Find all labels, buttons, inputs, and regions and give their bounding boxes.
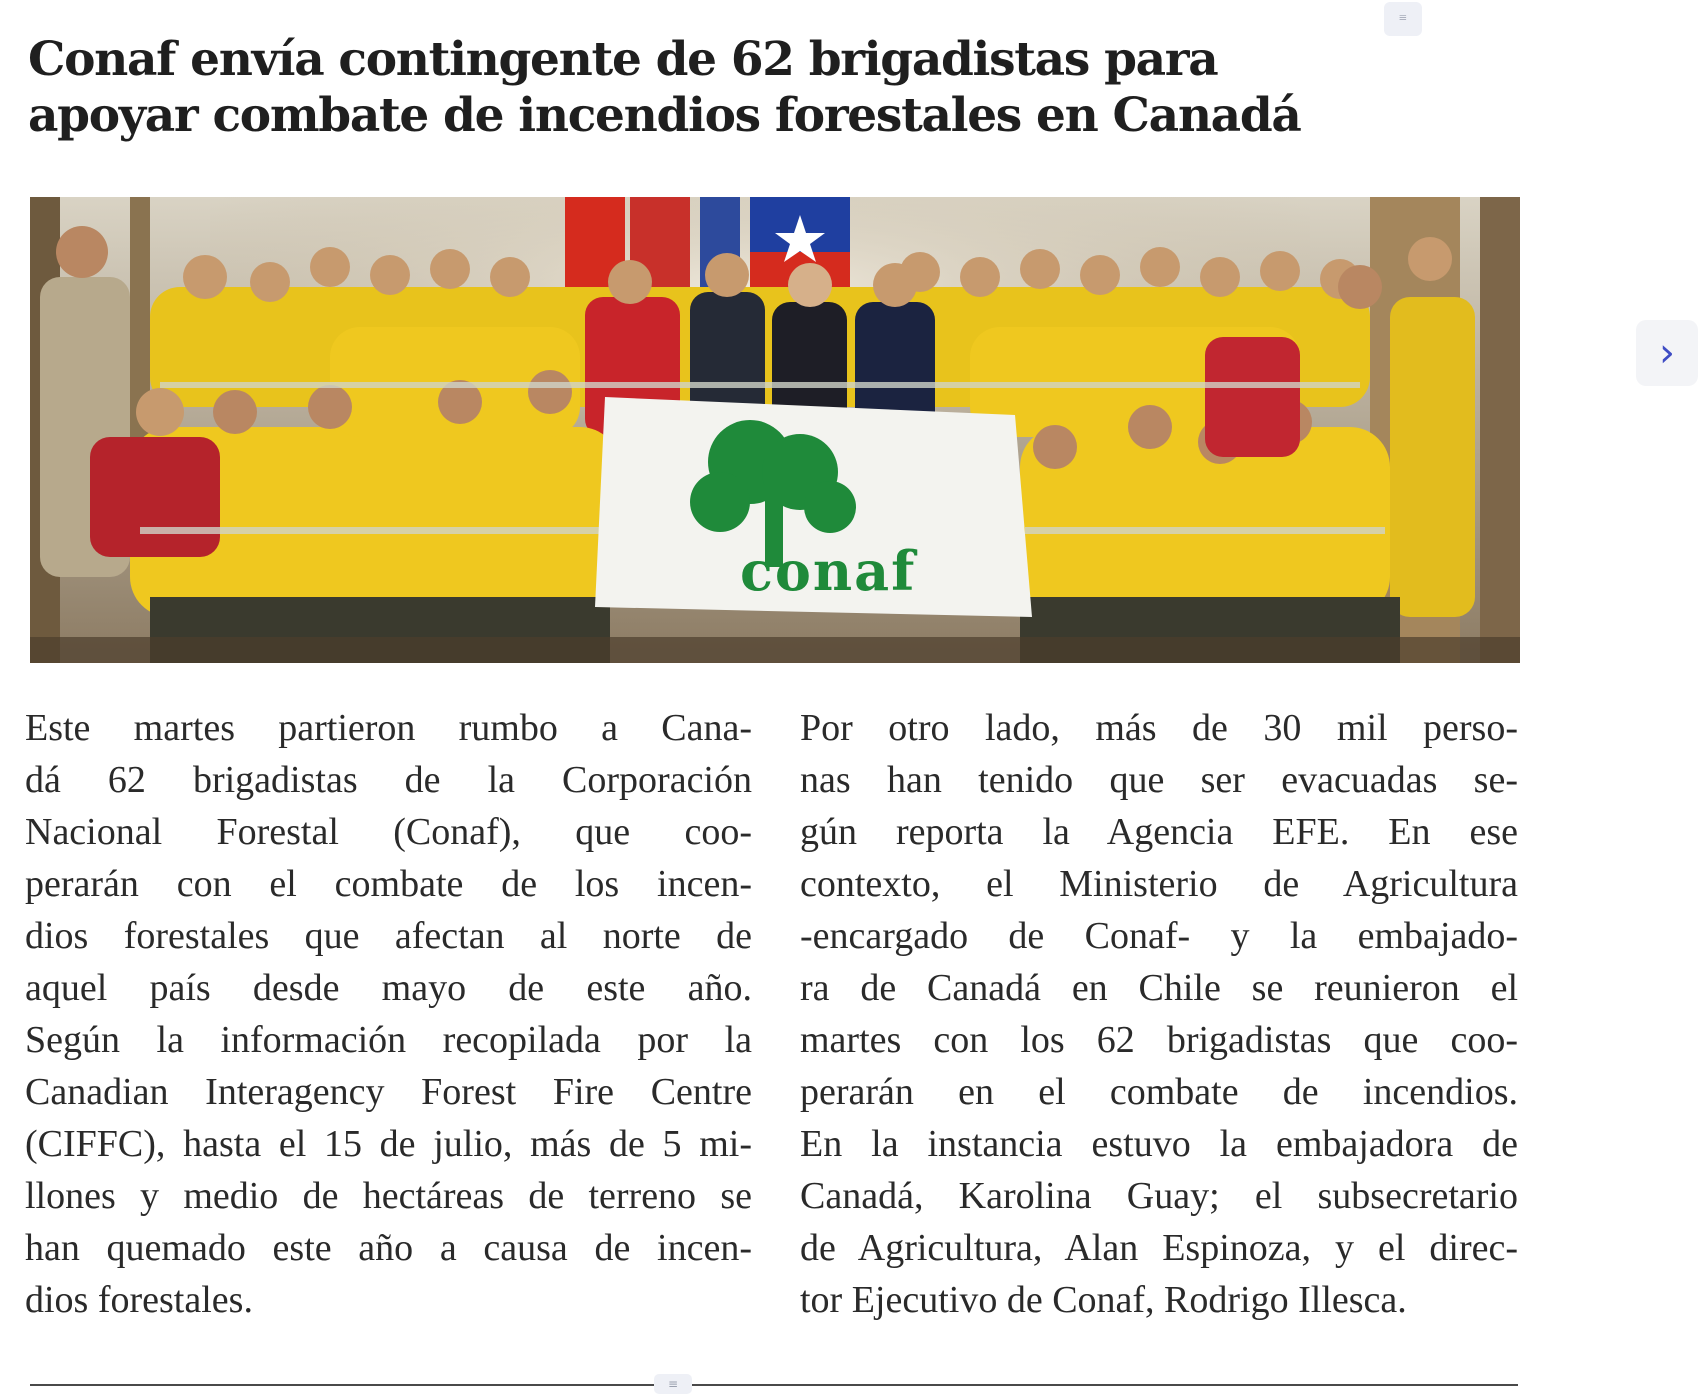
- next-page-button[interactable]: [1636, 320, 1698, 386]
- menu-icon: ≡: [1399, 11, 1407, 26]
- text-line: dios forestales que afectan al norte de: [25, 915, 752, 957]
- bottom-divider: [30, 1384, 1518, 1386]
- article-column-right: [800, 702, 1518, 1326]
- headline: [28, 32, 1328, 144]
- text-line: Por otro lado, más de 30 mil perso-: [800, 707, 1518, 749]
- text-line: ra de Canadá en Chile se reunieron el: [800, 967, 1518, 1009]
- text-line: En la instancia estuvo la embajadora de: [800, 1123, 1518, 1165]
- text-line: Canadian Interagency Forest Fire Centre: [25, 1071, 752, 1113]
- headline-line: Conaf envía contingente de 62 brigadistas para: [28, 32, 1218, 87]
- text-line: tor Ejecutivo de Conaf, Rodrigo Illesca.: [800, 1279, 1407, 1321]
- text-line: gún reporta la Agencia EFE. En ese: [800, 811, 1518, 853]
- text-line: Según la información recopilada por la: [25, 1019, 752, 1061]
- text-line: contexto, el Ministerio de Agricultura: [800, 863, 1518, 905]
- text-line: perarán en el combate de incendios.: [800, 1071, 1518, 1113]
- text-line: perarán con el combate de los incen-: [25, 863, 752, 905]
- conaf-flag-text: conaf: [740, 539, 917, 603]
- text-line: han quemado este año a causa de incen-: [25, 1227, 752, 1269]
- group-photo-illustration: [30, 197, 1520, 663]
- chevron-right-icon: ›: [1659, 330, 1675, 376]
- text-line: Canadá, Karolina Guay; el subsecretario: [800, 1175, 1518, 1217]
- text-line: martes con los 62 brigadistas que coo-: [800, 1019, 1518, 1061]
- text-line: de Agricultura, Alan Espinoza, y el direc-: [800, 1227, 1518, 1269]
- text-line: Este martes partieron rumbo a Cana-: [25, 707, 752, 749]
- headline-line: apoyar combate de incendios forestales en Canadá: [28, 88, 1301, 143]
- top-menu-handle[interactable]: [1384, 2, 1422, 36]
- article-column-left: [25, 702, 752, 1326]
- article-photo: [30, 197, 1520, 663]
- text-line: llones y medio de hectáreas de terreno se: [25, 1175, 752, 1217]
- menu-icon: ≡: [667, 1377, 679, 1391]
- text-line: aquel país desde mayo de este año.: [25, 967, 752, 1009]
- text-line: (CIFFC), hasta el 15 de julio, más de 5 mi-: [25, 1123, 752, 1165]
- text-line: nas han tenido que ser evacuadas se-: [800, 759, 1518, 801]
- bottom-menu-handle[interactable]: [654, 1374, 692, 1394]
- text-line: Nacional Forestal (Conaf), que coo-: [25, 811, 752, 853]
- text-line: dios forestales.: [25, 1279, 253, 1321]
- text-line: dá 62 brigadistas de la Corporación: [25, 759, 752, 801]
- text-line: -encargado de Conaf- y la embajado-: [800, 915, 1518, 957]
